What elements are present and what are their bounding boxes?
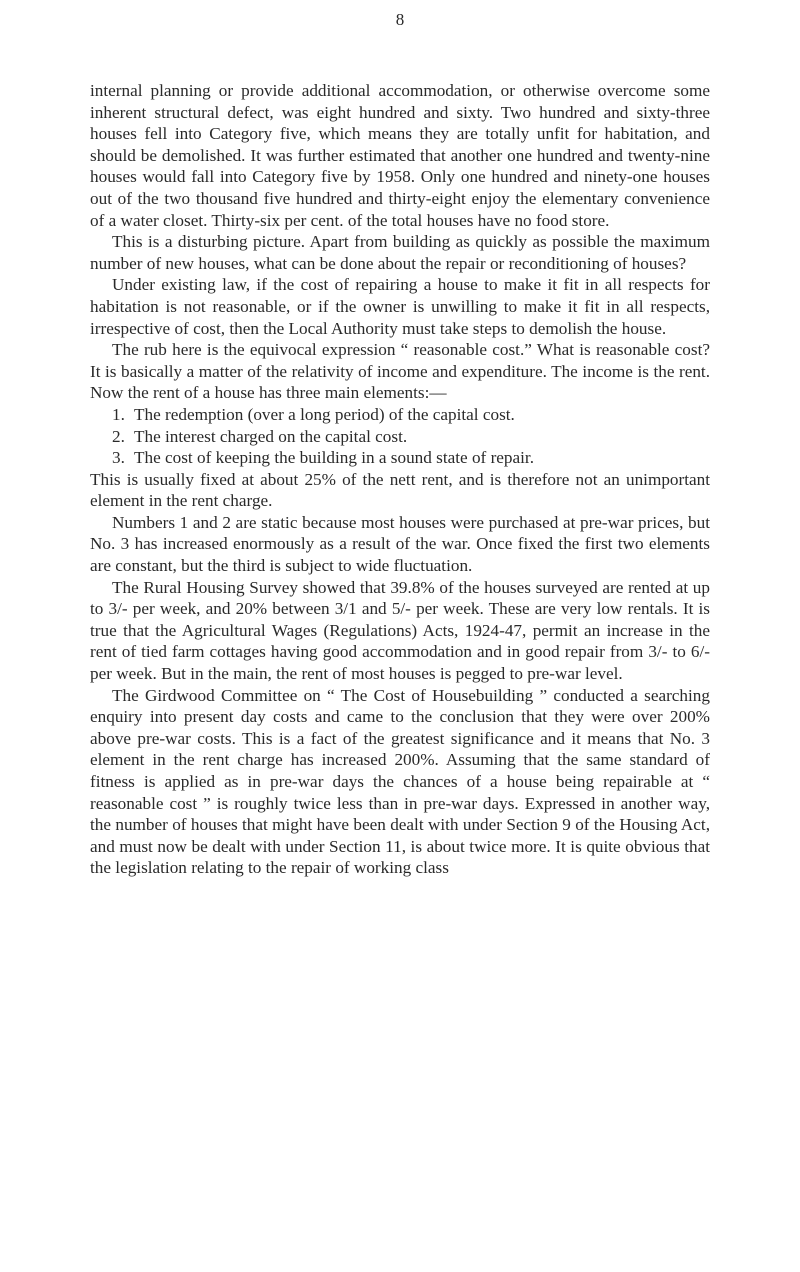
paragraph-disturbing-picture: This is a disturbing picture. Apart from building as quickly as possible the maximum number of new houses, what can be done about the repair or reconditioning of houses? xyxy=(90,232,710,273)
document-body xyxy=(90,80,710,879)
paragraph-repair-cost-share: This is usually fixed at about 25% of the nett rent, and is therefore not an unimportant element in the rent charge. xyxy=(90,469,710,511)
paragraph-girdwood-committee: The Girdwood Committee on “ The Cost of Housebuilding ” conducted a searching enquiry into present day costs and came to the conclusion that they were over 200% above pre-war costs. This is a fact of the greatest significance and it means that No. 3 element in the rent charge has increased 200%. Assuming that the same standard of fitness is applied as in pre-war days the chances of a house being repairable at “ reasonable cost ” is roughly twice less than in pre-war days. Expressed in another way, the number of houses that might have been dealt with under Section 9 of the Housing Act, and must now be dealt with under Section 11, is about twice more. It is quite obvious that the legislation relating to the repair of working class xyxy=(90,685,710,878)
list-item-number: 2. xyxy=(112,426,125,446)
paragraph-existing-law: Under existing law, if the cost of repairing a house to make it fit in all respects for habitation is not reasonable, or if the owner is unwilling to make it fit in all respects, irrespective of cost, then the Local Authority must take steps to demolish the house. xyxy=(90,275,710,338)
list-item-text: The interest charged on the capital cost. xyxy=(134,426,408,446)
paragraph-static-elements: Numbers 1 and 2 are static because most houses were purchased at pre-war prices, but No. 3 has increased enormously as a result of the war. Once fixed the first two elements are constant, but the third is subject to wide fluctuation. xyxy=(90,512,710,576)
paragraph-reasonable-cost: The rub here is the equivocal expression “ reasonable cost.” What is reasonable cost? It is basically a matter of the relativity of income and expenditure. The income is the rent. Now the rent of a house has three main elements:— xyxy=(90,340,710,403)
list-item xyxy=(90,404,710,426)
paragraph-housing-categories: internal planning or provide additional accommodation, or otherwise overcome some inherent structural defect, was eight hundred and sixty. Two hundred and sixty-three houses fell into Category five, which means they are totally unfit for habitation, and should be demolished. It was further estimated that another one hundred and twenty-nine houses would fall into Category five by 1958. Only one hundred and ninety-one houses out of the two thousand five hundred and thirty-eight enjoy the elementary convenience of a water closet. Thirty-six per cent. of the total houses have no food store. xyxy=(90,81,710,230)
page-number: 8 xyxy=(395,10,405,29)
list-item xyxy=(90,426,710,448)
paragraph-rural-housing-survey: The Rural Housing Survey showed that 39.8% of the houses surveyed are rented at up to 3/- per week, and 20% between 3/1 and 5/- per week. These are very low rentals. It is true that the Agricultural Wages (Regulations) Acts, 1924-47, permit an increase in the rent of tied farm cottages having good accommodation and in good repair from 3/- to 6/- per week. But in the main, the rent of most houses is pegged to pre-war level. xyxy=(90,577,710,684)
list-item xyxy=(90,447,710,469)
list-item-text: The redemption (over a long period) of the capital cost. xyxy=(134,404,515,424)
list-item-number: 3. xyxy=(112,448,125,468)
list-item-number: 1. xyxy=(112,404,125,424)
list-item-text: The cost of keeping the building in a sound state of repair. xyxy=(134,448,534,468)
